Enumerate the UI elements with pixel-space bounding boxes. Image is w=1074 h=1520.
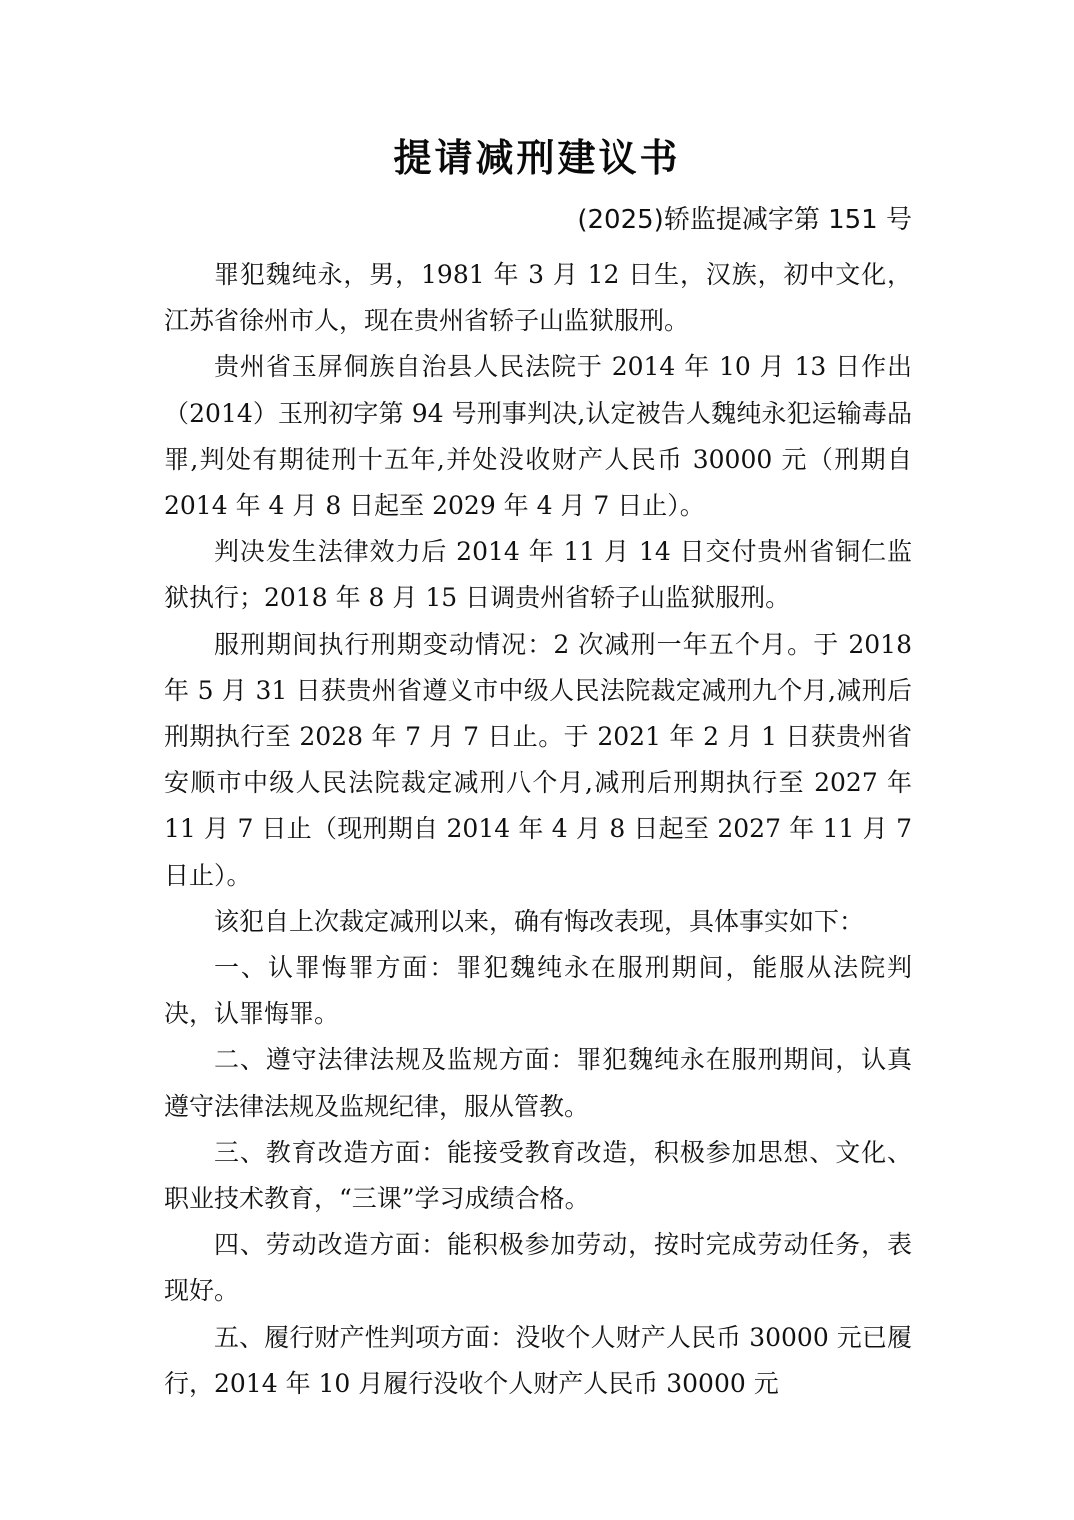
paragraph-education: 三、教育改造方面：能接受教育改造，积极参加思想、文化、职业技术教育，“三课”学习成绩合格。 (164, 1137, 912, 1214)
paragraph-property-judgment: 五、履行财产性判项方面：没收个人财产人民币 30000 元已履行，2014 年 10 月履行没收个人财产人民币 30000 元 (164, 1322, 912, 1398)
paragraph-labor: 四、劳动改造方面：能积极参加劳动，按时完成劳动任务，表现好。 (164, 1230, 912, 1306)
paragraph-delivery: 判决发生法律效力后 2014 年 11 月 14 日交付贵州省铜仁监狱执行；2018 年 8 月 15 日调贵州省轿子山监狱服刑。 (164, 537, 912, 613)
paragraph-original-judgment: 贵州省玉屏侗族自治县人民法院于 2014 年 10 月 13 日作出（2014）玉刑初字第 94 号刑事判决,认定被告人魏纯永犯运输毒品罪,判处有期徒刑十五年,并处没收财产人民币 30000 元（刑期自 2014 年 4 月 8 日起至 2029 年 4 月 7 日止）。 (164, 352, 912, 521)
document-title: 提请减刑建议书 (393, 135, 681, 180)
paragraph-criminal-info: 罪犯魏纯永，男，1981 年 3 月 12 日生，汉族，初中文化，江苏省徐州市人，现在贵州省轿子山监狱服刑。 (164, 260, 912, 336)
document-number: (2025)轿监提减字第 151 号 (577, 205, 912, 235)
paragraph-law-compliance: 二、遵守法律法规及监规方面：罪犯魏纯永在服刑期间，认真遵守法律法规及监规纪律，服从管教。 (164, 1045, 912, 1121)
paragraph-guilt-admission: 一、认罪悔罪方面：罪犯魏纯永在服刑期间，能服从法院判决，认罪悔罪。 (164, 953, 912, 1029)
paragraph-repentance-intro: 该犯自上次裁定减刑以来，确有悔改表现，具体事实如下： (214, 906, 865, 936)
paragraph-sentence-changes: 服刑期间执行刑期变动情况：2 次减刑一年五个月。于 2018 年 5 月 31 日获贵州省遵义市中级人民法院裁定减刑九个月,减刑后刑期执行至 2028 年 7 月 7 日止。于 2021 年 2 月 1 日获贵州省安顺市中级人民法院裁定减刑八个月,减刑后刑期执行至 2027 年 11 月 7 日止（现刑期自 2014 年 4 月 8 日起至 2027 年 11 月 7 日止）。 (164, 629, 912, 890)
document-body (164, 252, 912, 1407)
